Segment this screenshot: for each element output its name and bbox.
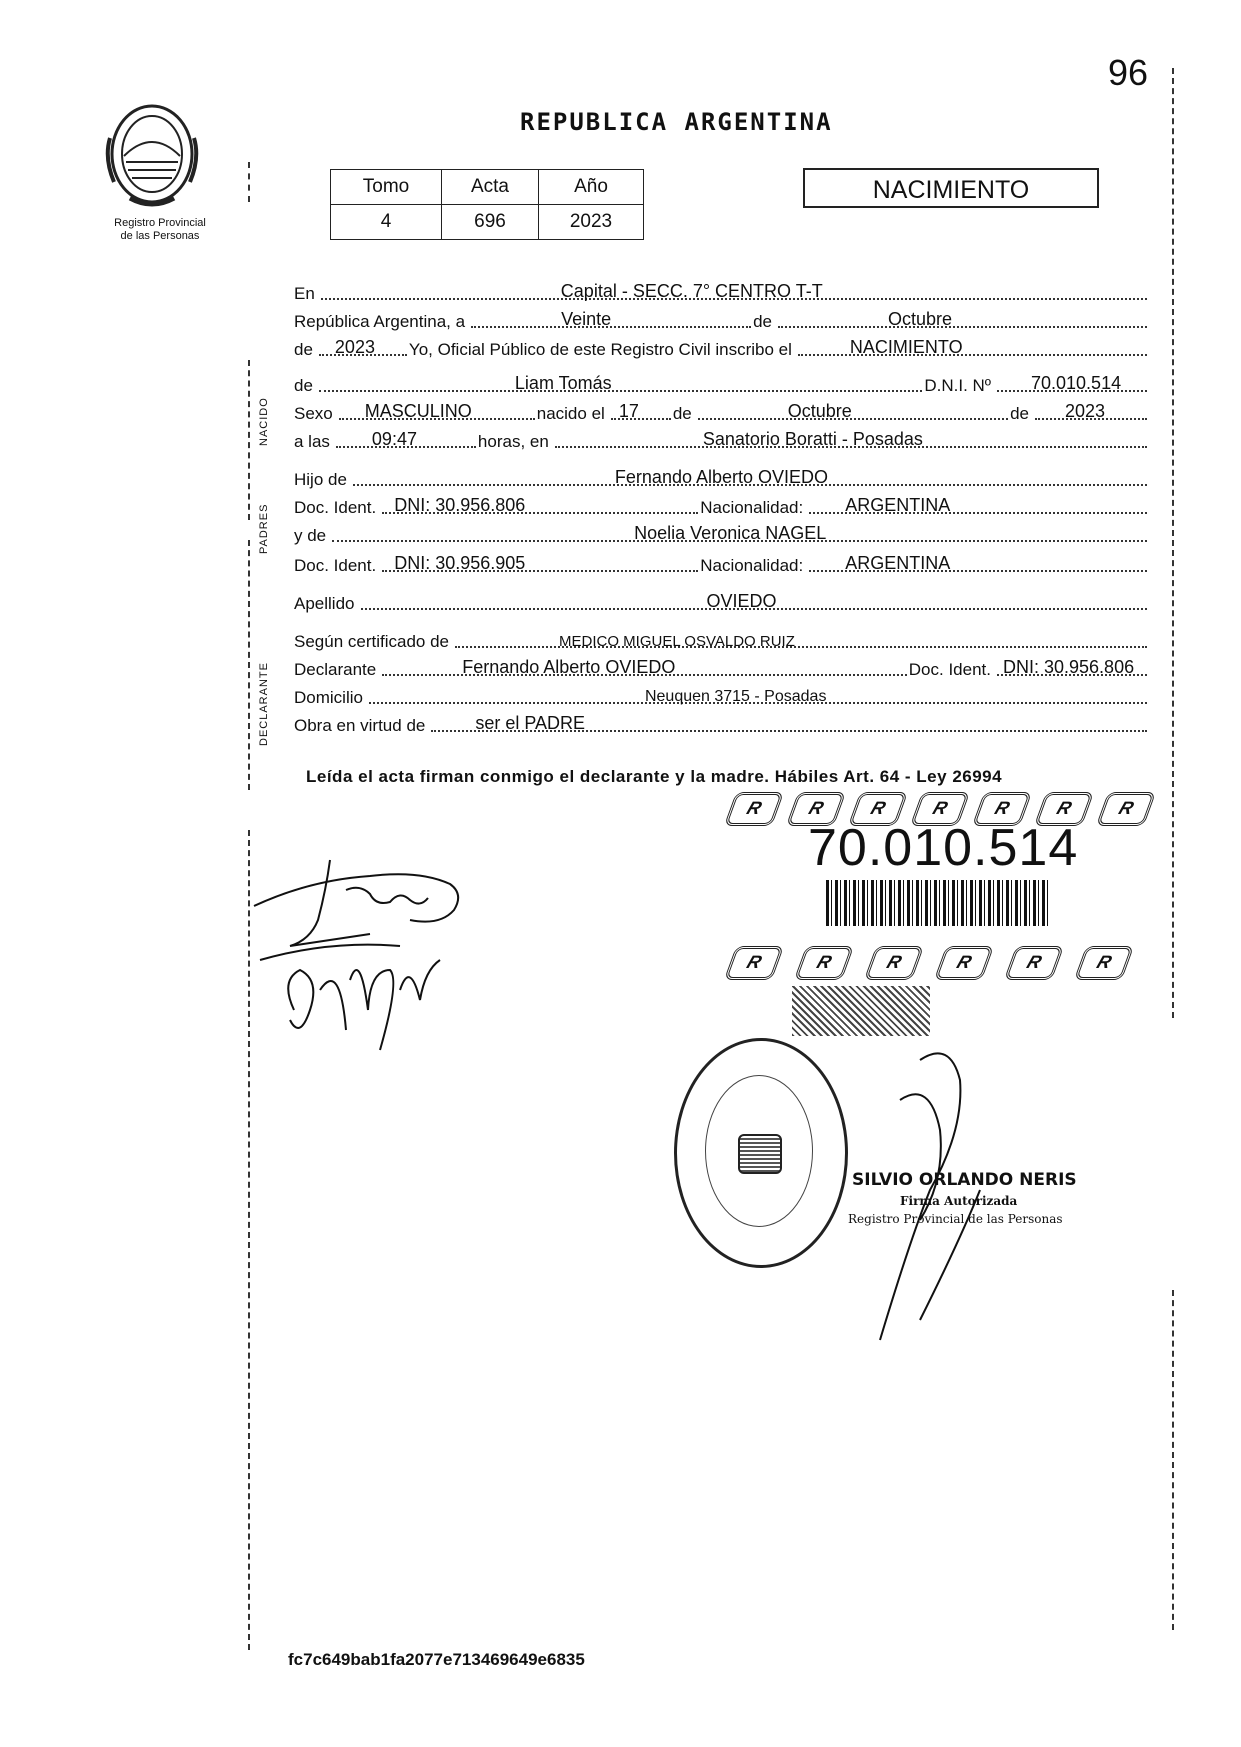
de2-label: de [294,340,313,359]
acta-header: Acta [442,170,539,205]
read-statement: Leída el acta firman conmigo el declarante y la madre. Hábiles Art. 64 - Ley 26994 [306,767,1003,786]
father-doc: DNI: 30.956.806 [394,495,526,515]
yde-label: y de [294,526,327,545]
anio-value: 2023 [539,205,644,240]
watermark-glyph: R [1034,792,1094,826]
mother-nac-label: Nacionalidad: [700,556,804,575]
nacido-label: nacido el [536,404,605,423]
declarante-doc-label: Doc. Ident. [908,660,991,679]
mother-doc-label: Doc. Ident. [294,556,377,575]
row-declarant [294,656,1149,680]
acta-value: 696 [442,205,539,240]
watermark-row-bottom [730,946,1128,980]
row-mother-doc [294,552,1149,576]
father-doc-label: Doc. Ident. [294,498,377,517]
watermark-glyph: R [724,792,784,826]
row-mother [294,522,1149,546]
domicilio-value: Neuquen 3715 - Posadas [644,688,827,705]
row-en [294,280,1149,304]
yo-label: Yo, Oficial Público de este Registro Civil inscribo el [408,340,792,359]
declarante-doc: DNI: 30.956.806 [1003,657,1135,677]
place-value: Sanatorio Boratti - Posadas [702,429,923,449]
watermark-glyph: R [910,792,970,826]
year-value: 2023 [334,337,375,357]
republica-label: República Argentina, a [294,312,466,331]
watermark-glyph: R [864,946,924,980]
watermark-glyph: R [848,792,908,826]
barcode [826,880,1048,926]
hijo-label: Hijo de [294,470,347,489]
tomo-value: 4 [331,205,442,240]
row-cert [294,628,1149,652]
signatory-registry: Registro Provincial de las Personas [848,1212,1063,1226]
anio-header: Año [539,170,644,205]
birth-year: 2023 [1065,401,1106,421]
watermark-glyph: R [794,946,854,980]
margin-line [248,162,250,202]
watermark-glyph: R [1004,946,1064,980]
de-label: de [753,312,772,331]
time-value: 09:47 [371,429,417,449]
margin-line [1172,1290,1174,1630]
watermark-glyph: R [1074,946,1134,980]
day-value: Veinte [561,309,612,329]
name-label: de [294,376,313,395]
en-label: En [294,284,315,303]
row-date [294,308,1149,332]
row-apellido [294,590,1149,614]
row-sex [294,400,1149,424]
side-label-parents: PADRES [258,503,270,554]
registry-label: Registro Provincial de las Personas [114,217,206,242]
alas-label: a las [294,432,330,451]
name-value: Liam Tomás [514,373,612,393]
signatory-role: Firma Autorizada [900,1194,1018,1208]
page-number: 96 [1108,52,1149,93]
declarant-signature [250,850,480,1060]
province-emblem [100,98,204,214]
tomo-header: Tomo [331,170,442,205]
watermark-glyph: R [786,792,846,826]
security-pattern [792,986,930,1036]
document-hash: fc7c649bab1fa2077e713469649e6835 [288,1650,585,1669]
dni-value: 70.010.514 [1031,373,1122,393]
row-obra [294,712,1149,736]
birth-de2-label: de [1010,404,1029,423]
row-domicilio [294,684,1149,708]
watermark-glyph: R [1096,792,1156,826]
act-type-box: NACIMIENTO [803,168,1099,208]
domicilio-label: Domicilio [294,688,363,707]
watermark-glyph: R [934,946,994,980]
obra-label: Obra en virtud de [294,716,426,735]
row-father [294,466,1149,490]
inscribo-value: NACIMIENTO [849,337,963,357]
watermark-glyph: R [972,792,1032,826]
margin-line [1172,68,1174,1018]
row-time [294,428,1149,452]
father-value: Fernando Alberto OVIEDO [614,467,829,487]
declarante-value: Fernando Alberto OVIEDO [462,657,676,677]
margin-line [248,540,250,790]
book-table [330,169,644,240]
birth-de-label: de [672,404,692,423]
side-label-declarant: DECLARANTE [258,662,270,746]
mother-value: Noelia Veronica NAGEL [634,523,827,543]
margin-line [248,360,250,520]
mother-nat: ARGENTINA [845,553,951,573]
apellido-label: Apellido [294,594,355,613]
birth-month: Octubre [787,401,852,421]
father-nac-label: Nacionalidad: [700,498,804,517]
seal-emblem-icon [738,1134,782,1174]
row-father-doc [294,494,1149,518]
dni-label: D.N.I. Nº [924,376,991,395]
mother-doc: DNI: 30.956.905 [394,553,526,573]
horas-label: horas, en [477,432,549,451]
obra-value: ser el PADRE [475,713,586,733]
signatory-name: SILVIO ORLANDO NERIS [852,1170,1077,1190]
month-value: Octubre [887,309,953,329]
cert-label: Según certificado de [294,632,449,651]
apellido-value: OVIEDO [706,591,777,611]
id-number-large: 70.010.514 [808,819,1079,877]
sexo-label: Sexo [294,404,333,423]
father-nat: ARGENTINA [845,495,951,515]
row-name [294,372,1149,396]
watermark-glyph: R [724,946,784,980]
official-seal [674,1038,848,1268]
cert-value: MEDICO MIGUEL OSVALDO RUIZ [559,633,795,650]
row-year [294,336,1149,360]
declarante-label: Declarante [294,660,377,679]
side-label-born: NACIDO [258,397,270,446]
country-title: REPUBLICA ARGENTINA [520,108,833,136]
sexo-value: MASCULINO [364,401,472,421]
birth-day: 17 [618,401,639,421]
en-value: Capital - SECC. 7° CENTRO T-T [560,281,823,301]
